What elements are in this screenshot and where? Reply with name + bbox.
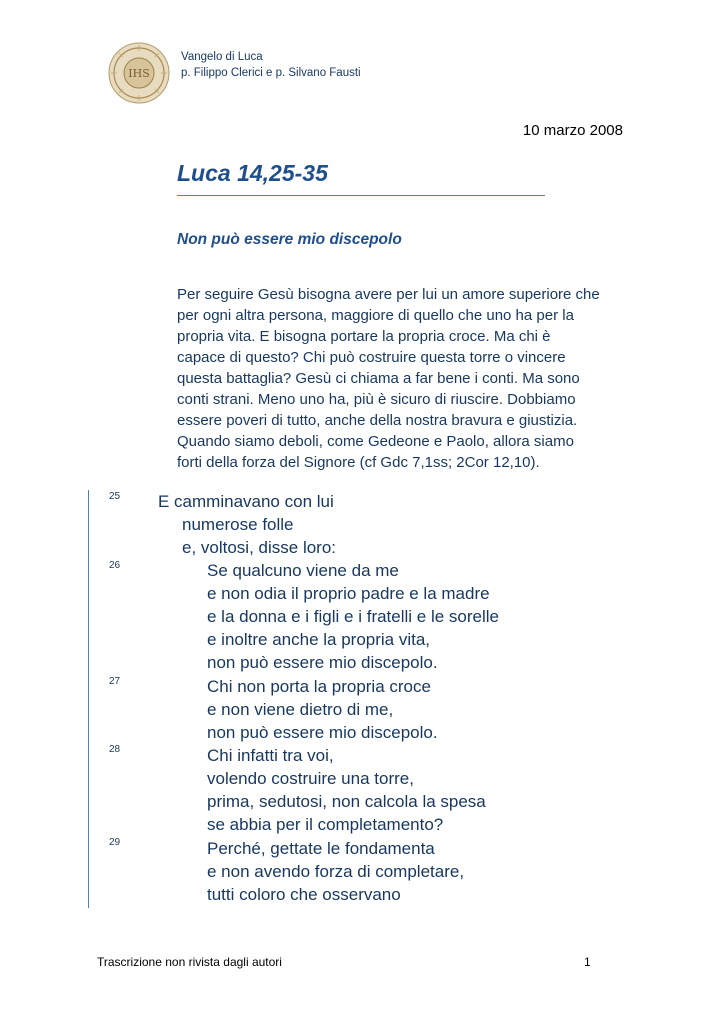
svg-text:IHS: IHS xyxy=(128,67,150,80)
verse-line: Se qualcuno viene da me xyxy=(207,561,399,580)
verse-number: 28 xyxy=(109,744,121,755)
footer-note: Trascrizione non rivista dagli autori xyxy=(97,955,282,969)
verse-line: e la donna e i figli e i fratelli e le sorelle xyxy=(207,607,499,626)
verse-line: e, voltosi, disse loro: xyxy=(182,538,337,557)
page-number: 1 xyxy=(584,955,591,969)
document-date: 10 marzo 2008 xyxy=(522,122,623,139)
verse-line: Chi non porta la propria croce xyxy=(207,677,431,696)
verse-line: e non viene dietro di me, xyxy=(207,700,394,719)
verse-number: 27 xyxy=(109,676,121,687)
header-title: Vangelo di Luca xyxy=(181,51,263,63)
intro-line: Quando siamo deboli, come Gedeone e Paolo, allora siamo xyxy=(177,433,574,450)
intro-line: questa battaglia? Gesù ci chiama a far bene i conti. Ma sono xyxy=(177,370,580,387)
verse-margin-bar xyxy=(88,490,89,908)
subtitle: Non può essere mio discepolo xyxy=(177,231,402,248)
verse-number: 26 xyxy=(109,560,121,571)
verse-line: non può essere mio discepolo. xyxy=(207,653,438,672)
seal-logo xyxy=(108,42,170,104)
intro-line: conti strani. Meno uno ha, più è sicuro di riuscire. Dobbiamo xyxy=(177,391,576,408)
page-title: Luca 14,25-35 xyxy=(177,160,328,186)
intro-line: propria vita. E bisogna portare la propria croce. Ma chi è xyxy=(177,328,551,345)
verse-line: Chi infatti tra voi, xyxy=(207,746,334,765)
verse-line: e non avendo forza di completare, xyxy=(207,862,465,881)
verse-line: se abbia per il completamento? xyxy=(207,815,444,834)
verse-number: 25 xyxy=(109,491,121,502)
verse-line: numerose folle xyxy=(182,515,294,534)
verse-number: 29 xyxy=(109,837,121,848)
intro-line: forti della forza del Signore (cf Gdc 7,1ss; 2Cor 12,10). xyxy=(177,454,540,471)
intro-line: essere poveri di tutto, anche della nostra bravura e giustizia. xyxy=(177,412,578,429)
intro-paragraph xyxy=(177,284,627,473)
verse-line: prima, sedutosi, non calcola la spesa xyxy=(207,792,486,811)
header-authors: p. Filippo Clerici e p. Silvano Fausti xyxy=(181,67,361,79)
verse-line: volendo costruire una torre, xyxy=(207,769,414,788)
intro-line: per ogni altra persona, maggiore di quello che uno ha per la xyxy=(177,307,574,324)
verse-line: E camminavano con lui xyxy=(158,492,334,511)
verse-line: e inoltre anche la propria vita, xyxy=(207,630,431,649)
verse-line: non può essere mio discepolo. xyxy=(207,723,438,742)
verse-line: tutti coloro che osservano xyxy=(207,885,401,904)
verse-line: e non odia il proprio padre e la madre xyxy=(207,584,490,603)
intro-line: capace di questo? Chi può costruire questa torre o vincere xyxy=(177,349,566,366)
verse-line: Perché, gettate le fondamenta xyxy=(207,839,435,858)
title-divider xyxy=(177,195,545,196)
intro-line: Per seguire Gesù bisogna avere per lui un amore superiore che xyxy=(177,286,600,303)
